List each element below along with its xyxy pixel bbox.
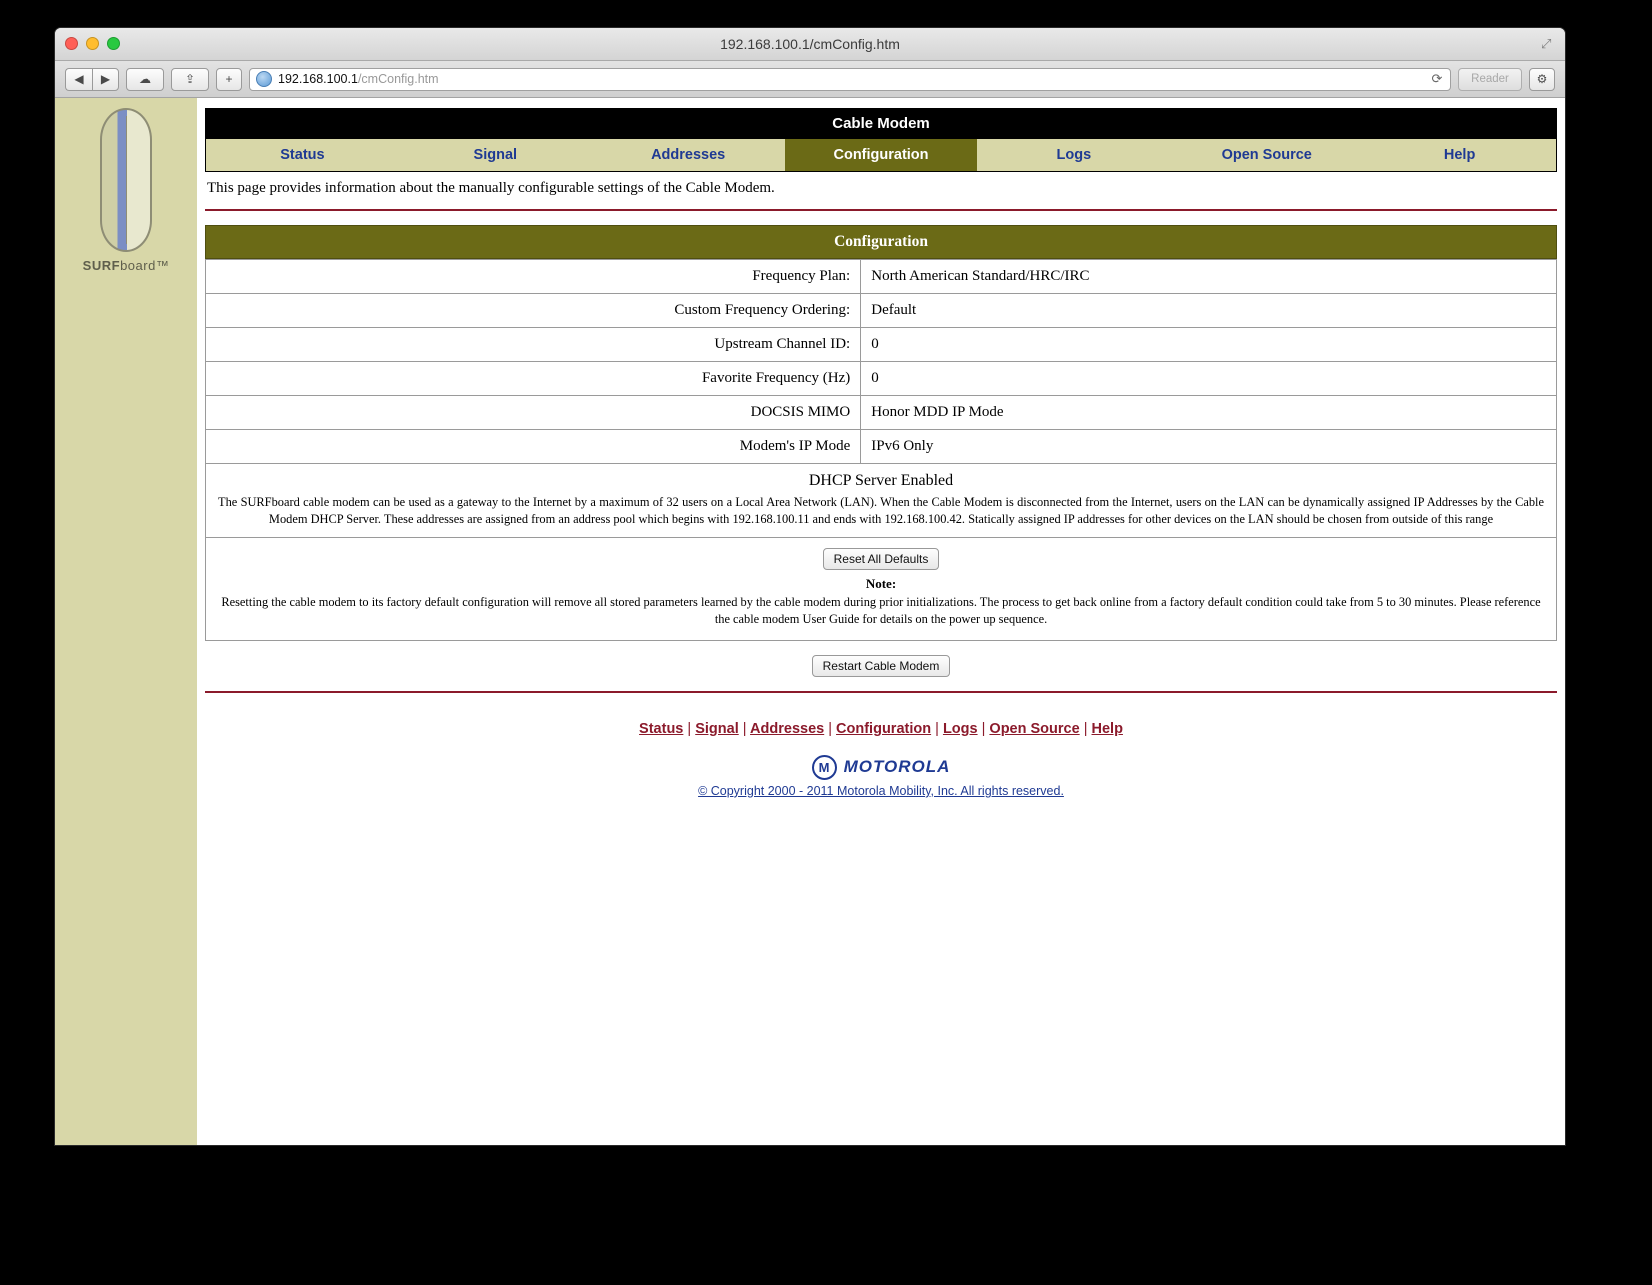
footer-separator: | (828, 720, 833, 737)
main-nav (205, 139, 1557, 172)
back-arrow-icon[interactable]: ◀ (65, 68, 92, 91)
window-controls (65, 37, 120, 50)
window-title: 192.168.100.1/cmConfig.htm (720, 36, 900, 52)
dhcp-title: DHCP Server Enabled (808, 472, 954, 489)
restart-cable-modem-button[interactable]: Restart Cable Modem (812, 655, 951, 677)
row-value-modem-ip-mode: IPv6 Only (861, 430, 1557, 464)
table-row (206, 294, 1557, 328)
note-body: Resetting the cable modem to its factory default configuration will remove all stored parameters learned by the cable modem during prior initializations. The process to get back online from a factory default condition could take from 5 to 30 minutes. Please reference the cable modem User Guide for details on the power up sequence. (221, 595, 1541, 627)
row-label-favorite-frequency: Favorite Frequency (Hz) (206, 362, 861, 396)
sidebar (55, 98, 197, 1145)
share-icon[interactable]: ⇪ (171, 68, 209, 91)
footer-link-signal[interactable]: Signal (695, 720, 739, 737)
brand-prefix: SURF (82, 258, 121, 273)
zoom-window-button[interactable] (107, 37, 120, 50)
url-path: /cmConfig.htm (357, 72, 439, 86)
footer-link-open-source[interactable]: Open Source (989, 720, 1080, 737)
row-label-upstream-channel-id: Upstream Channel ID: (206, 328, 861, 362)
url-input[interactable] (249, 68, 1451, 91)
close-window-button[interactable] (65, 37, 78, 50)
surfboard-wordmark (55, 258, 197, 273)
table-row (206, 328, 1557, 362)
footer-nav (205, 707, 1557, 747)
footer-link-addresses[interactable]: Addresses (750, 720, 825, 737)
page-content (55, 98, 1565, 1145)
table-row (206, 396, 1557, 430)
row-label-modem-ip-mode: Modem's IP Mode (206, 430, 861, 464)
url-text (278, 72, 439, 86)
row-value-docsis-mimo: Honor MDD IP Mode (861, 396, 1557, 430)
section-title: Configuration (205, 225, 1557, 259)
dhcp-description: The SURFboard cable modem can be used as a gateway to the Internet by a maximum of 32 users on a Local Area Network (LAN). When the Cable Modem is disconnected from the Internet, users on the LAN can be dynamically assigned IP Addresses by the Cable Modem DHCP Server. These addresses are assigned from an address pool which begins with 192.168.100.11 and ends with 192.168.100.42. Statically assigned IP addresses for other devices on the LAN should be chosen from outside of this range (218, 495, 1544, 526)
surfboard-graphic (100, 108, 152, 252)
motorola-logo (205, 747, 1557, 784)
row-value-frequency-plan: North American Standard/HRC/IRC (861, 260, 1557, 294)
footer-link-configuration[interactable]: Configuration (836, 720, 932, 737)
tab-logs[interactable]: Logs (1056, 147, 1092, 163)
browser-window (55, 28, 1565, 1145)
tab-open-source[interactable]: Open Source (1221, 147, 1312, 163)
page-description: This page provides information about the manually configurable settings of the Cable Modem. (207, 180, 775, 196)
minimize-window-button[interactable] (86, 37, 99, 50)
footer-separator: | (935, 720, 939, 737)
footer-separator: | (687, 720, 692, 737)
copyright-text: © Copyright 2000 - 2011 Motorola Mobility, Inc. All rights reserved. (698, 783, 1064, 798)
row-value-favorite-frequency: 0 (861, 362, 1557, 396)
brand-trademark: ™ (155, 258, 170, 273)
forward-arrow-icon[interactable]: ▶ (92, 68, 119, 91)
dhcp-section (205, 464, 1557, 538)
reader-button[interactable]: Reader (1458, 68, 1522, 91)
tab-status[interactable]: Status (280, 147, 325, 163)
brand-suffix: board (120, 258, 156, 273)
url-host: 192.168.100.1 (278, 72, 358, 86)
globe-icon (256, 71, 272, 87)
nav-buttons (65, 68, 119, 91)
table-row (206, 430, 1557, 464)
row-label-custom-frequency-ordering: Custom Frequency Ordering: (206, 294, 861, 328)
reset-all-defaults-button[interactable]: Reset All Defaults (823, 548, 940, 570)
motorola-wordmark: MOTOROLA (843, 757, 951, 777)
configuration-table (205, 259, 1557, 464)
table-row (206, 362, 1557, 396)
resize-grip-icon[interactable]: ⤢ (1541, 36, 1552, 51)
window-titlebar (55, 28, 1565, 61)
note-label: Note: (865, 576, 897, 592)
reload-icon[interactable]: ⟳ (1431, 71, 1443, 86)
reset-section (205, 538, 1557, 640)
modem-page (197, 98, 1565, 1145)
surfboard-logo (55, 108, 197, 273)
footer-link-logs[interactable]: Logs (942, 720, 978, 737)
browser-toolbar (55, 61, 1565, 98)
tab-signal[interactable]: Signal (473, 147, 518, 163)
row-value-custom-frequency-ordering: Default (861, 294, 1557, 328)
divider-bottom (205, 691, 1557, 693)
row-label-docsis-mimo: DOCSIS MIMO (206, 396, 861, 430)
tab-configuration[interactable]: Configuration (785, 139, 978, 171)
motorola-m-icon: M (812, 755, 837, 780)
row-value-upstream-channel-id: 0 (861, 328, 1557, 362)
footer-link-status[interactable]: Status (639, 720, 684, 737)
tab-help[interactable]: Help (1443, 147, 1476, 163)
row-label-frequency-plan: Frequency Plan: (206, 260, 861, 294)
footer-separator: | (742, 720, 747, 737)
divider-top (205, 209, 1557, 211)
cloud-icon[interactable]: ☁ (126, 68, 164, 91)
footer-link-help[interactable]: Help (1091, 720, 1123, 737)
footer-separator: | (1083, 720, 1088, 737)
table-row (206, 260, 1557, 294)
page-title: Cable Modem (205, 108, 1557, 139)
plus-icon[interactable]: + (216, 68, 242, 91)
settings-icon[interactable]: ⚙ (1529, 68, 1555, 91)
tab-addresses[interactable]: Addresses (651, 147, 726, 163)
restart-section (205, 641, 1557, 689)
footer-separator: | (981, 720, 986, 737)
